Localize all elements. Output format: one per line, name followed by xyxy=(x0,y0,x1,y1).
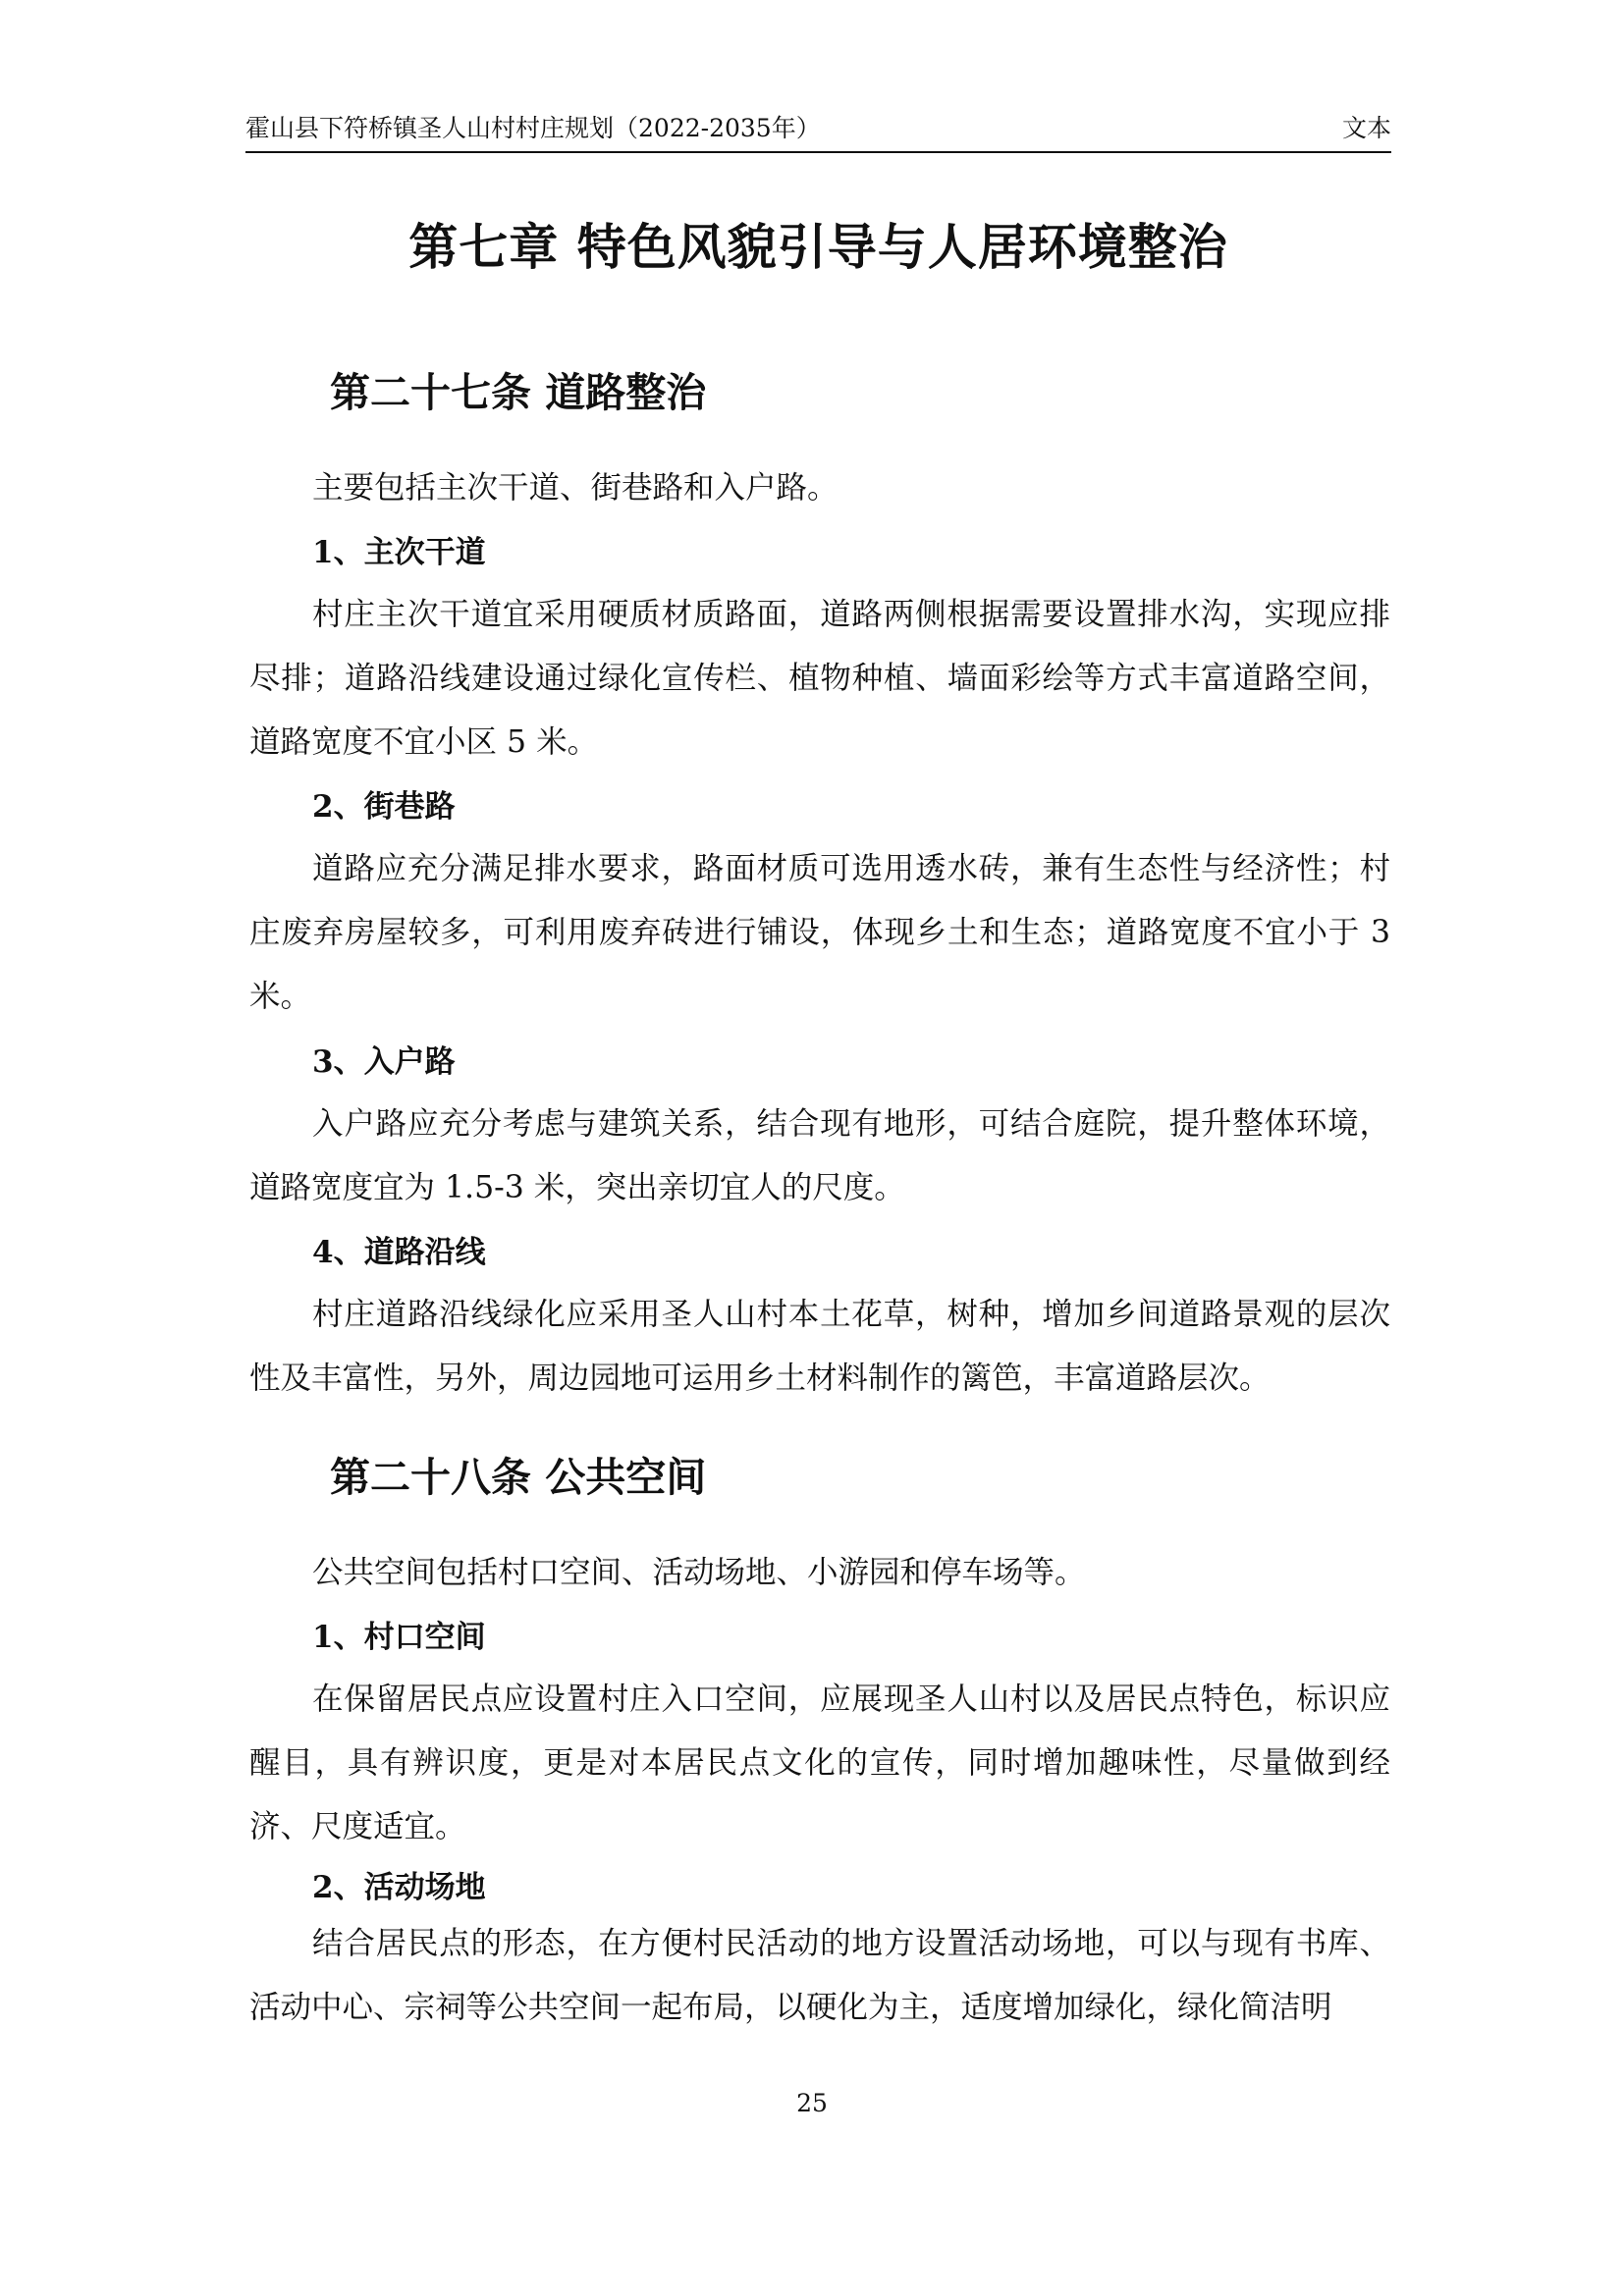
chapter-title: 第七章 特色风貌引导与人居环境整治 xyxy=(408,219,1228,276)
page-number: 25 xyxy=(796,2089,828,2117)
section-27-item-2-text: 道路应充分满足排水要求，路面材质可选用透水砖，兼有生态性与经济性；村庄废弃房屋较多，可利用废弃砖进行铺设，体现乡土和生态；道路宽度不宜小于 3 米。 xyxy=(249,851,1390,1014)
header-divider xyxy=(245,151,1391,153)
section-28-item-1-heading: 1、村口空间 xyxy=(312,1620,486,1655)
section-27-item-2-heading: 2、街巷路 xyxy=(312,789,456,825)
document-title: 霍山县下符桥镇圣人山村村庄规划（2022-2035年） xyxy=(245,114,821,142)
section-28-intro: 公共空间包括村口空间、活动场地、小游园和停车场等。 xyxy=(312,1555,1086,1590)
section-28-item-2-heading: 2、活动场地 xyxy=(312,1870,486,1905)
section-28-item-1-text: 在保留居民点应设置村庄入口空间，应展现圣人山村以及居民点特色，标识应醒目，具有辨识度，更是对本居民点文化的宣传，同时增加趣味性，尽量做到经济、尺度适宜。 xyxy=(249,1682,1390,1844)
section-27-item-4-text: 村庄道路沿线绿化应采用圣人山村本土花草，树种，增加乡间道路景观的层次性及丰富性，另外，周边园地可运用乡土材料制作的篱笆，丰富道路层次。 xyxy=(249,1297,1390,1396)
section-28-title: 第二十八条 公共空间 xyxy=(330,1454,707,1501)
section-27-item-4-heading: 4、道路沿线 xyxy=(312,1235,486,1270)
section-27-item-3-text: 入户路应充分考虑与建筑关系，结合现有地形，可结合庭院，提升整体环境，道路宽度宜为 1.5-3 米，突出亲切宜人的尺度。 xyxy=(249,1106,1390,1205)
section-28-item-2-text: 结合居民点的形态，在方便村民活动的地方设置活动场地，可以与现有书库、活动中心、宗祠等公共空间一起布局，以硬化为主，适度增加绿化，绿化简洁明 xyxy=(249,1926,1390,2025)
section-27-item-1-heading: 1、主次干道 xyxy=(312,535,486,570)
page-header xyxy=(245,114,1391,143)
section-27-title: 第二十七条 道路整治 xyxy=(330,369,707,416)
document-type: 文本 xyxy=(1341,114,1391,142)
section-27-item-3-heading: 3、入户路 xyxy=(312,1044,456,1080)
section-27-intro: 主要包括主次干道、街巷路和入户路。 xyxy=(312,470,839,506)
section-27-item-1-text: 村庄主次干道宜采用硬质材质路面，道路两侧根据需要设置排水沟，实现应排尽排；道路沿线建设通过绿化宣传栏、植物种植、墙面彩绘等方式丰富道路空间，道路宽度不宜小区 5 米。 xyxy=(249,597,1390,760)
